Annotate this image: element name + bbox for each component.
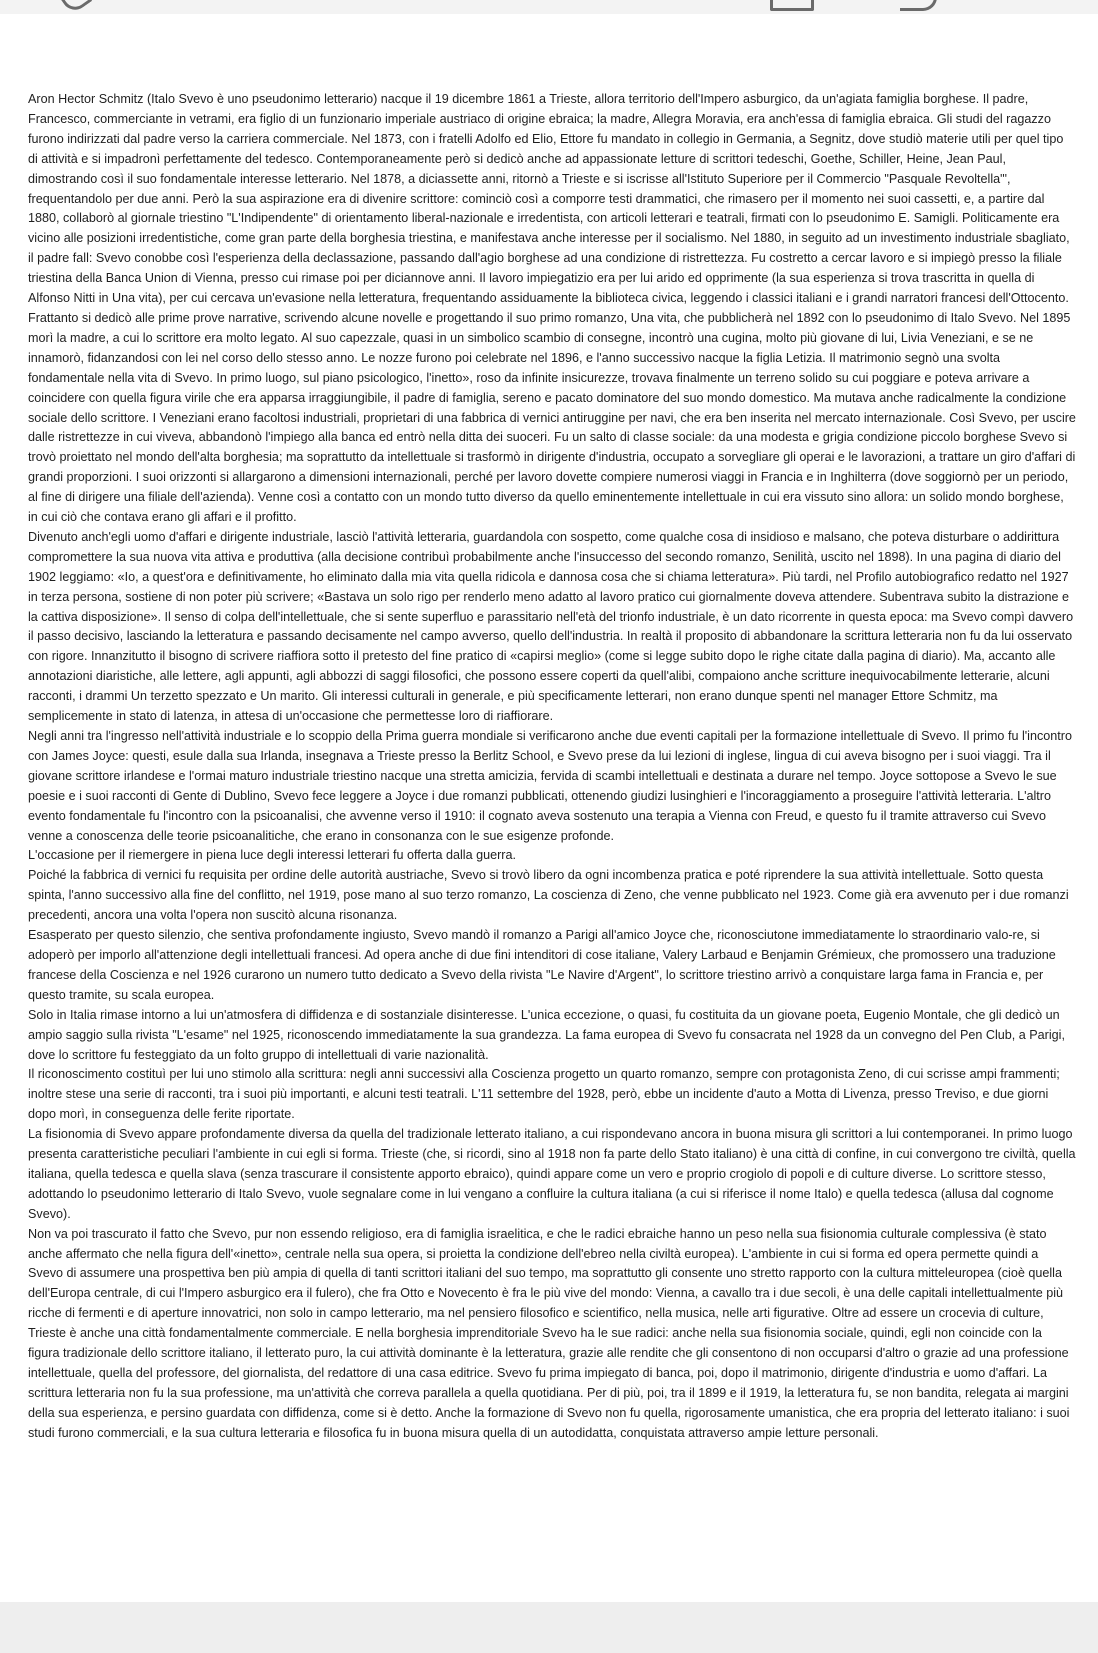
comment-icon[interactable] <box>900 0 937 11</box>
back-arrow-icon[interactable] <box>53 0 92 14</box>
paragraph: Il riconoscimento costituì per lui uno stimolo alla scrittura: negli anni successivi alla Coscienza progetto un quarto romanzo, sempre con protagonista Zeno, di cui scrisse ampi frammenti; inoltre stese una serie di racconti, tra i suoi più importanti, e alcuni testi teatrali. L'11 settembre del 1928, però, ebbe un incidente d'auto a Motta di Livenza, presso Treviso, e due giorni dopo morì, in conseguenza delle ferite riportate. <box>28 1067 1060 1122</box>
top-strip <box>0 0 1098 14</box>
document-page <box>0 14 1098 1602</box>
document-body <box>28 90 1076 1444</box>
paragraph: Negli anni tra l'ingresso nell'attività industriale e lo scoppio della Prima guerra mondiale si verificarono anche due eventi capitali per la formazione intellettuale di Svevo. Il primo fu l'incontro con James Joyce: questi, esule dalla sua Irlanda, insegnava a Trieste presso la Berlitz School, e Svevo prese da lui lezioni di inglese, lingua di cui aveva bisogno per i suoi viaggi. Tra il giovane scrittore irlandese e l'ormai maturo industriale triestino nacque una stretta amicizia, fervida di scambi intellettuali e destinata a durare nel tempo. Joyce sottopose a Svevo le sue poesie e i suoi racconti di Gente di Dublino, Svevo fece leggere a Joyce i due romanzi pubblicati, ottenendo giudizi lusinghieri e l'incoraggiamento a proseguire l'attività letteraria. L'altro evento fondamentale fu l'incontro con la psicoanalisi, che avvenne verso il 1910: il cognato aveva sostenuto una terapia a Vienna con Freud, e questo fu il tramite attraverso cui Svevo venne a conoscenza delle teorie psicoanalitiche, che erano in consonanza con le sue esigenze profonde. <box>28 729 1072 843</box>
page-view-icon[interactable] <box>770 0 814 11</box>
paragraph: Divenuto anch'egli uomo d'affari e dirigente industriale, lasciò l'attività letteraria, guardandola con sospetto, come qualche cosa di insidioso e malsano, che poteva disturbare o addirittura compromettere la sua nuova vita attiva e produttiva (alla decisione contribuì probabilmente anche l'insuccesso del secondo romanzo, Senilità, uscito nel 1898). In una pagina di diario del 1902 leggiamo: «Io, a quest'ora e definitivamente, ho eliminato dalla mia vita quella ridicola e dannosa cosa che si chiama letteratura». Più tardi, nel Profilo autobiografico redatto nel 1927 in terza persona, sostiene di non poter più scrivere; «Bastava un solo rigo per renderlo meno adatto al lavoro pratico cui giornalmente doveva attendere. Subentrava subito la distrazione e la cattiva disposizione». Il senso di colpa dell'intellettuale, che si sente superfluo e parassitario nell'età del trionfo industriale, è un dato ricorrente in questa epoca: ma Svevo compì davvero il passo decisivo, lasciando la letteratura e passando decisamente nel campo avverso, quello dell'industria. In realtà il proposito di abbandonare la scrittura letteraria non fu da lui osservato con rigore. Innanzitutto il bisogno di scrivere riaffiora sotto il pretesto del fine pratico di «capirsi meglio» (come si legge subito dopo le righe citate dalla pagina di diario). Ma, accanto alle annotazioni diaristiche, alle lettere, agli appunti, agli abbozzi di saggi filosofici, che possono essere coperti da quell'alibi, compaiono anche scritture inequivocabilmente letterarie, alcuni racconti, i drammi Un terzetto spezzato e Un marito. Gli interessi culturali in generale, e più specificamente letterari, non erano dunque spenti nel manager Ettore Schmitz, ma semplicemente in stato di latenza, in attesa di un'occasione che permettesse loro di riaffiorare. <box>28 529 1074 724</box>
bottom-strip <box>0 1602 1098 1653</box>
paragraph: Aron Hector Schmitz (Italo Svevo è uno pseudonimo letterario) nacque il 19 dicembre 1861 a Trieste, allora territorio dell'Impero asburgico, da un'agiata famiglia borghese. Il padre, Francesco, commerciante in vetrami, era figlio di un funzionario imperiale austriaco di origine ebraica; la madre, Allegra Moravia, era anch'essa di famiglia ebraica. Gli studi del ragazzo furono indirizzati dal padre verso la carriera commerciale. Nel 1873, con i fratelli Adolfo ed Elio, Ettore fu mandato in collegio in Germania, a Segnitz, dove studiò materie utili per quel tipo di attività e si impadronì perfettamente del tedesco. Contemporaneamente però si dedicò anche ad appassionate letture di scrittori tedeschi, Goethe, Schiller, Heine, Jean Paul, dimostrando così il suo fondamentale interesse letterario. Nel 1878, a diciassette anni, ritornò a Trieste e si iscrisse all'Istituto Superiore per il Commercio "Pasquale Revoltella"', frequentandolo per due anni. Però la sua aspirazione era di divenire scrittore: cominciò così a comporre testi drammatici, che rimasero per il momento nei suoi cassetti, e, a partire dal 1880, collaborò al giornale triestino "L'Indipendente" di orientamento liberal-nazionale e irredentista, con articoli letterari e teatrali, firmati con lo pseudonimo E. Samigli. Politicamente era vicino alle posizioni irredentistiche, come gran parte della borghesia triestina, e manifestava anche interesse per il socialismo. Nel 1880, in seguito ad un investimento industriale sbagliato, il padre fall: Svevo conobbe così l'esperienza della declassazione, passando dall'agio borghese ad una condizione di ristrettezza. Fu costretto a cercar lavoro e si impiegò presso la filiale triestina della Banca Union di Vienna, presso cui rimase poi per diciannove anni. Il lavoro impiegatizio era per lui arido ed opprimente (la sua esperienza si trova trascritta in quella di Alfonso Nitti in Una vita), per cui cercava un'evasione nella letteratura, frequentando assiduamente la biblioteca civica, leggendo i classici italiani e i grandi narratori francesi dell'Ottocento. Frattanto si dedicò alle prime prove narrative, scrivendo alcune novelle e progettando il suo primo romanzo, Una vita, che pubblicherà nel 1892 con lo pseudonimo di Italo Svevo. Nel 1895 morì la madre, a cui lo scrittore era molto legato. Al suo capezzale, quasi in un simbolico scambio di consegne, incontrò una cugina, molto più giovane di lui, Livia Veneziani, e se ne innamorò, fidanzandosi con lei nel corso dello stesso anno. Le nozze furono poi celebrate nel 1896, e l'anno successivo nacque la figlia Letizia. Il matrimonio segnò una svolta fondamentale nella vita di Svevo. In primo luogo, sul piano psicologico, l'inetto», roso da infinite insicurezze, trovava finalmente un terreno solido su cui poggiare e poteva arrivare a coincidere con quella figura virile che era apparsa irraggiungibile, il padre di famiglia, sereno e pacato dominatore del suo mondo domestico. Ma mutava anche radicalmente la condizione sociale dello scrittore. I Veneziani erano facoltosi industriali, proprietari di una fabbrica di vernici antiruggine per navi, che era ben inserita nel mercato internazionale. Così Svevo, per uscire dalle ristrettezze in cui viveva, abbandonò l'impiego alla banca ed entrò nella ditta dei suoceri. Fu un salto di classe sociale: da una modesta e grigia condizione piccolo borghese Svevo si trovò proiettato nel mondo dell'alta borghesia; ma soprattutto da intellettuale si trasformò in dirigente d'industria, occupato a sorvegliare gli operai e le lavorazioni, a trattare un giro d'affari di grandi proporzioni. I suoi orizzonti si allargarono a dimensioni internazionali, perché per lavoro dovette compiere numerosi viaggi in Francia e in Inghilterra (dove soggiornò per un periodo, al fine di dirigere una filiale dell'azienda). Venne così a contatto con un mondo tutto diverso da quello eminentemente intellettuale in cui era vissuto sino allora: un solido mondo borghese, in cui ciò che contava erano gli affari e il profitto. <box>28 92 1076 525</box>
paragraph: Solo in Italia rimase intorno a lui un'atmosfera di diffidenza e di sostanziale disinteresse. L'unica eccezione, o quasi, fu costituita da un giovane poeta, Eugenio Montale, che gli dedicò un ampio saggio sulla rivista "L'esame" nel 1925, riconoscendo immediatamente la sua grandezza. La fama europea di Svevo fu consacrata nel 1928 da un convegno del Pen Club, a Parigi, dove lo scrittore fu festeggiato da un folto gruppo di intellettuali di varie nazionalità. <box>28 1007 1065 1062</box>
paragraph: Non va poi trascurato il fatto che Svevo, pur non essendo religioso, era di famiglia israelitica, e che le radici ebraiche hanno un peso nella sua fisionomia culturale complessiva (è stato anche affermato che nella figura dell'«inetto», centrale nella sua opera, si proietta la condizione dell'ebreo nella civiltà europea). L'ambiente in cui si forma ed opera permette quindi a Svevo di assumere una prospettiva ben più ampia di quella di tanti scrittori italiani del suo tempo, ma soprattutto gli consente uno stretto rapporto con la cultura mitteleuropea (cioè quella dell'Europa centrale, di cui l'Impero asburgico era il fulero), che fra Otto e Novecento è fra le più vive del mondo: Vienna, a cavallo tra i due secoli, è una delle capitali intellettualmente più ricche di fermenti e di aperture innovatrici, non solo in campo letterario, ma nel pensiero filosofico e scientifico, nella musica, nelle arti figurative. Oltre ad essere un crocevia di culture, Trieste è anche una città fondamentalmente commerciale. E nella borghesia imprenditoriale Svevo ha le sue radici: anche nella sua fisionomia sociale, quindi, egli non coincide con la figura tradizionale dello scrittore italiano, il letterato puro, la cui attività dominante è la letteratura, grazie alle rendite che gli consentono di non occuparsi d'altro o grazie ad una professione intellettuale, quella del professore, del giornalista, del redattore di una casa editrice. Svevo fu prima impiegato di banca, poi, dopo il matrimonio, dirigente d'industria e uomo d'affari. La scrittura letteraria non fu la sua professione, ma un'attività che correva parallela a quella quotidiana. Per di più, poi, tra il 1899 e il 1919, la letteratura fu, se non bandita, relegata ai margini della sua esperienza, e persino guardata con diffidenza, come si è detto. Anche la formazione di Svevo non fu quella, rigorosamente umanistica, che era propria del letterato italiano: i suoi studi furono commerciali, e la sua cultura letteraria e filosofica fu in buona misura quella di un autodidatta, conquistata attraverso ampie letture personali. <box>28 1226 1070 1440</box>
paragraph: Esasperato per questo silenzio, che sentiva profondamente ingiusto, Svevo mandò il romanzo a Parigi all'amico Joyce che, riconosciutone immediatamente lo straordinario valo-re, si adoperò per imporlo all'attenzione degli intellettuali francesi. Ad opera anche di due fini intenditori di cose italiane, Valery Larbaud e Benjamin Grémieux, che promossero una traduzione francese della Coscienza e nel 1926 curarono un numero tutto dedicato a Svevo della rivista "Le Navire d'Argent", lo scrittore triestino arrivò a conquistare larga fama in Francia e, per questo tramite, su scala europea. <box>28 928 1056 1002</box>
paragraph: L'occasione per il riemergere in piena luce degli interessi letterari fu offerta dalla guerra. <box>28 848 516 863</box>
paragraph: La fisionomia di Svevo appare profondamente diversa da quella del tradizionale letterato italiano, a cui rispondevano ancora in buona misura gli scrittori a lui contemporanei. In primo luogo presenta caratteristiche peculiari l'ambiente in cui egli si forma. Trieste (che, si ricordi, sino al 1918 non fa parte dello Stato italiano) è una città di confine, in cui convergono tre civiltà, quella italiana, quella tedesca e quella slava (senza trascurare il consistente apporto ebraico), quindi appare come un vero e proprio crogiolo di popoli e di culture diverse. Lo scrittore stesso, adottando lo pseudonimo letterario di Italo Svevo, vuole segnalare come in lui vengano a confluire la cultura italiana (a cui si riferisce il nome Italo) e quella tedesca (allusa dal cognome Svevo). <box>28 1127 1076 1221</box>
paragraph: Poiché la fabbrica di vernici fu requisita per ordine delle autorità austriache, Svevo si trovò libero da ogni incombenza pratica e poté riprendere la sua attività intellettuale. Sotto questa spinta, l'anno successivo alla fine del conflitto, nel 1919, pose mano al suo terzo romanzo, La coscienza di Zeno, che venne pubblicato nel 1923. Come già era avvenuto per i due romanzi precedenti, ancora una volta l'opera non suscitò alcuna risonanza. <box>28 868 1069 923</box>
